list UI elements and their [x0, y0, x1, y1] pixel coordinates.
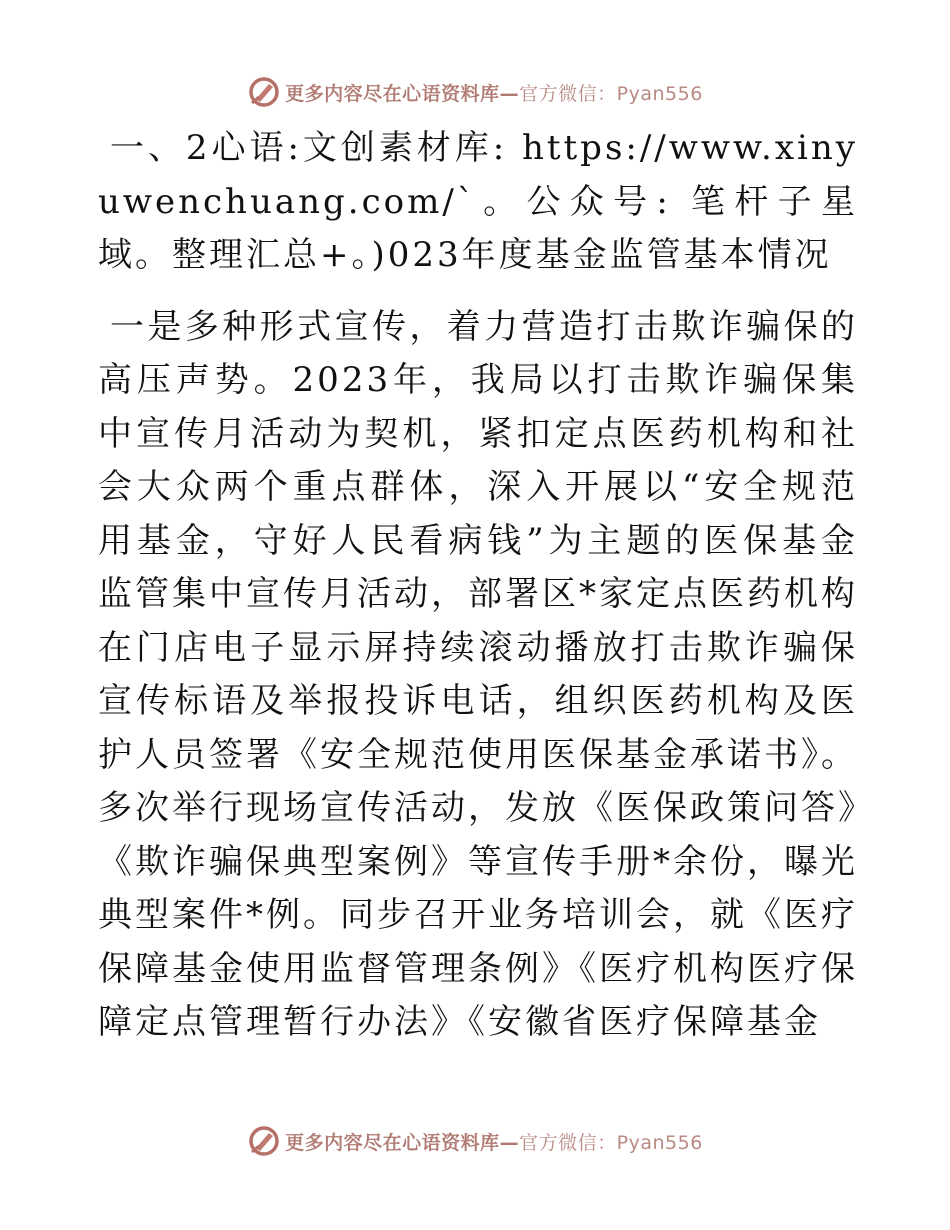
watermark-text: 更多内容尽在心语资料库—官方微信：Pyan556	[285, 82, 703, 105]
watermark-text: 更多内容尽在心语资料库—官方微信：Pyan556	[285, 1131, 703, 1154]
watermark-wechat: 官方微信：Pyan556	[519, 1131, 703, 1154]
ribbon-logo-icon	[247, 75, 281, 109]
document-body	[98, 122, 858, 1050]
ribbon-logo-icon	[247, 1124, 281, 1158]
watermark-wechat: 官方微信：Pyan556	[519, 82, 703, 105]
footer-watermark	[0, 1121, 950, 1161]
header-watermark	[0, 72, 950, 112]
section-heading: 一、2心语:文创素材库: https://www.xinyuwenchuang.com/`。公众号: 笔杆子星域。整理汇总+。)023年度基金监管基本情况	[98, 128, 858, 275]
body-paragraph: 一是多种形式宣传，着力营造打击欺诈骗保的高压声势。2023年，我局以打击欺诈骗保集中宣传月活动为契机，紧扣定点医药机构和社会大众两个重点群体，深入开展以“安全规范用基金，守好人民看病钱”为主题的医保基金监管集中宣传月活动，部署区*家定点医药机构在门店电子显示屏持续滚动播放打击欺诈骗保宣传标语及举报投诉电话，组织医药机构及医护人员签署《安全规范使用医保基金承诺书》。多次举行现场宣传活动，发放《医保政策问答》《欺诈骗保典型案例》等宣传手册*余份，曝光典型案件*例。同步召开业务培训会，就《医疗保障基金使用监督管理条例》《医疗机构医疗保障定点管理暂行办法》《安徽省医疗保障基金	[98, 306, 858, 1042]
